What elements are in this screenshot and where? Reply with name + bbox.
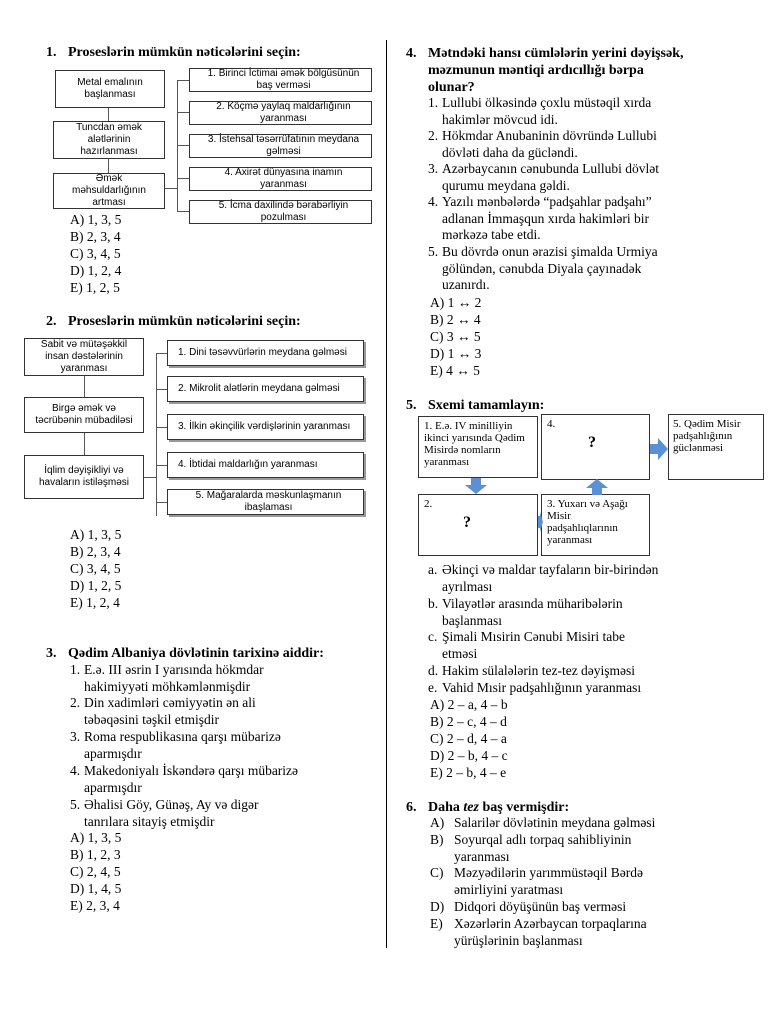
- arrow-right-icon: [650, 438, 668, 460]
- question-text: Proseslərin mümkün nəticələrini seçin:: [68, 45, 301, 60]
- question-4-title: [406, 45, 684, 62]
- connector: [156, 353, 167, 354]
- connector: [156, 427, 167, 428]
- column-divider: [386, 40, 387, 948]
- answer-option[interactable]: E) 1, 2, 5: [70, 280, 120, 295]
- question-number: 1.: [46, 45, 57, 60]
- question-1-title: [46, 44, 301, 61]
- choice: b. Vilayətlər arasında müharibələrin başlanması: [428, 596, 623, 628]
- choice: e. Vahid Mısir padşahlığının yaranması: [428, 680, 642, 695]
- answer-option[interactable]: E) Xəzərlərin Azərbaycan torpaqlarına yürüşlərinin başlanması: [430, 916, 647, 948]
- answer-option[interactable]: C) 3, 4, 5: [70, 561, 121, 576]
- statement: 5. Bu dövrdə onun ərazisi şimalda Urmiya gölündən, cənubda Diyala çayınadək uzanırdı.: [428, 244, 658, 292]
- answer-option[interactable]: A) 1 ↔ 2: [430, 295, 482, 310]
- choice: d. Hakim sülalələrin tez-tez dəyişməsi: [428, 663, 636, 678]
- flow-right-box-2: 2. Köçmə yaylaq maldarlığının yaranması: [189, 101, 372, 125]
- flow-left-box-1: Sabit və mütəşəkkil insan dəstələrinin yaranması: [24, 338, 144, 376]
- statement: 4. Makedoniyalı İskəndərə qarşı mübarizə aparmışdır: [70, 763, 299, 795]
- answer-option[interactable]: C) Məzyədilərin yarımmüstəqil Bərdə əmirliyini yaratması: [430, 865, 643, 897]
- answer-option[interactable]: A) Salarilər dövlətinin meydana gəlməsi: [430, 815, 656, 830]
- connector: [156, 502, 167, 503]
- answer-option[interactable]: B) 2, 3, 4: [70, 544, 121, 559]
- scheme-box-2: 2.: [418, 494, 538, 556]
- connector: [177, 145, 189, 146]
- flow-right-box-1: 1. Birinci İctimai əmək bölgüsünün baş verməsi: [189, 68, 372, 92]
- answer-option[interactable]: C) 2, 4, 5: [70, 864, 121, 879]
- answer-option[interactable]: C) 3 ↔ 5: [430, 329, 481, 344]
- question-text: Sxemi tamamlayın:: [428, 398, 545, 413]
- question-text: Proseslərin mümkün nəticələrini seçin:: [68, 314, 301, 329]
- statement: 3. Roma respublikasına qarşı mübarizə aparmışdır: [70, 729, 281, 761]
- statement: 4. Yazılı mənbələrdə “padşahlar padşahı” adlanan İmmaşqun xırda hakimləri bir mərkəzə tabe etdi.: [428, 194, 652, 242]
- statement: 2. Hökmdar Anubaninin dövründə Lullubi dövləti daha da gücləndi.: [428, 128, 657, 160]
- connector: [108, 159, 109, 173]
- question-mark: ?: [588, 434, 596, 451]
- answer-option[interactable]: A) 1, 3, 5: [70, 830, 122, 845]
- question-number: 6.: [406, 800, 417, 815]
- answer-option[interactable]: D) 1, 2, 5: [70, 578, 122, 593]
- answer-option[interactable]: E) 4 ↔ 5: [430, 363, 480, 378]
- choice: a. Əkinçi və maldar tayfaların bir-birindən ayrılması: [428, 562, 659, 594]
- connector: [84, 376, 85, 397]
- arrow-up-icon: [585, 479, 609, 495]
- question-5-title: [406, 397, 544, 414]
- answer-option[interactable]: C) 2 – d, 4 – a: [430, 731, 507, 746]
- flow-right-box-3: 3. İlkin əkinçilik vərdişlərinin yaranması: [167, 414, 364, 440]
- question-4-title-line-2: məzmunun məntiqi ardıcıllığı bərpa: [428, 63, 644, 78]
- scheme-box-5: 5. Qədim Misir padşahlığının güclənməsi: [668, 414, 764, 480]
- connector: [177, 112, 189, 113]
- statement: 5. Əhalisi Göy, Günəş, Ay və digər tanrılara sitayiş etmişdir: [70, 797, 259, 829]
- connector: [144, 477, 156, 478]
- question-6-title: 6. Daha tez baş vermişdir:: [406, 800, 570, 815]
- connector: [177, 80, 189, 81]
- answer-option[interactable]: B) 2, 3, 4: [70, 229, 121, 244]
- question-number: 4.: [406, 46, 417, 61]
- answer-option[interactable]: B) 1, 2, 3: [70, 847, 121, 862]
- connector: [156, 389, 167, 390]
- flow-left-box-2: Birgə əmək və təcrübənin mübadiləsi: [24, 397, 144, 433]
- answer-option[interactable]: A) 1, 3, 5: [70, 527, 122, 542]
- flow-right-box-4: 4. İbtidai maldarlığın yaranması: [167, 452, 364, 478]
- answer-option[interactable]: D) 1 ↔ 3: [430, 346, 482, 361]
- question-number: 2.: [46, 314, 57, 329]
- scheme-box-1: 1. E.ə. IV minilliyin ikinci yarısında Qədim Misirdə nomların yaranması: [418, 416, 538, 478]
- statement: 1. Lullubi ölkəsində çoxlu müstəqil xırda hakimlər mövcud idi.: [428, 95, 652, 127]
- flow-right-box-4: 4. Axirət dünyasına inamın yaranması: [189, 167, 372, 191]
- flow-left-box-2: Tuncdan əmək alətlərinin hazırlanması: [53, 121, 165, 159]
- question-text: Qədim Albaniya dövlətinin tarixinə aiddir:: [68, 646, 324, 661]
- connector: [156, 465, 167, 466]
- flow-right-box-5: 5. Mağaralarda məskunlaşmanın ibaşlaması: [167, 489, 364, 515]
- statement: 1. E.ə. III əsrin I yarısında hökmdar hakimiyyəti möhkəmlənmişdir: [70, 662, 264, 694]
- flow-left-box-3: İqlim dəyişikliyi və havaların istiləşməsi: [24, 455, 144, 499]
- answer-option[interactable]: D) 1, 2, 4: [70, 263, 122, 278]
- answer-option[interactable]: B) Soyurqal adlı torpaq sahibliyinin yaranması: [430, 832, 632, 864]
- flow-right-box-3: 3. İstehsal təsərrüfatının meydana gəlməsi: [189, 134, 372, 158]
- question-mark: ?: [463, 514, 471, 531]
- answer-option[interactable]: D) 1, 4, 5: [70, 881, 122, 896]
- connector: [177, 211, 189, 212]
- flow-right-box-5: 5. İcma daxilində bərabərliyin pozulması: [189, 200, 372, 224]
- flow-left-box-1: Metal emalının başlanması: [55, 70, 165, 108]
- answer-option[interactable]: A) 2 – a, 4 – b: [430, 697, 508, 712]
- answer-option[interactable]: B) 2 – c, 4 – d: [430, 714, 507, 729]
- flow-left-box-3: Əmək məhsuldarlığının artması: [53, 173, 165, 209]
- answer-option[interactable]: B) 2 ↔ 4: [430, 312, 481, 327]
- connector: [165, 188, 177, 189]
- answer-option[interactable]: D) Didqori döyüşünün baş verməsi: [430, 899, 627, 914]
- answer-option[interactable]: E) 2, 3, 4: [70, 898, 120, 913]
- answer-option[interactable]: E) 1, 2, 4: [70, 595, 120, 610]
- arrow-right-icon: [538, 512, 543, 532]
- answer-option[interactable]: A) 1, 3, 5: [70, 212, 122, 227]
- answer-option[interactable]: E) 2 – b, 4 – e: [430, 765, 507, 780]
- connector: [177, 178, 189, 179]
- statement: 3. Azərbaycanın cənubunda Lullubi dövlət qurumu meydana gəldi.: [428, 161, 660, 193]
- scheme-box-4: 4.: [541, 414, 650, 480]
- question-number: 5.: [406, 398, 417, 413]
- choice: c. Şimali Mısirin Cənubi Misiri tabe etməsi: [428, 629, 625, 661]
- connector: [108, 108, 109, 121]
- scheme-box-3: 3. Yuxarı və Aşağı Misir padşahlıqlarının yaranması: [541, 494, 650, 556]
- connector: [84, 433, 85, 455]
- question-4-title-line-3: olunar?: [428, 80, 475, 95]
- question-text: Mətndəki hansı cümlələrin yerini dəyişsək,: [428, 46, 684, 61]
- question-3-title: [46, 645, 324, 662]
- question-number: 3.: [46, 646, 57, 661]
- answer-option[interactable]: D) 2 – b, 4 – c: [430, 748, 508, 763]
- connector: [156, 353, 157, 516]
- flow-right-box-2: 2. Mikrolit alətlərin meydana gəlməsi: [167, 376, 364, 402]
- statement: 2. Din xadimləri cəmiyyətin ən ali təbəqəsini təşkil etmişdir: [70, 695, 256, 727]
- question-2-title: [46, 313, 301, 330]
- answer-option[interactable]: C) 3, 4, 5: [70, 246, 121, 261]
- flow-right-box-1: 1. Dini təsəvvürlərin meydana gəlməsi: [167, 340, 364, 366]
- arrow-down-icon: [464, 478, 488, 495]
